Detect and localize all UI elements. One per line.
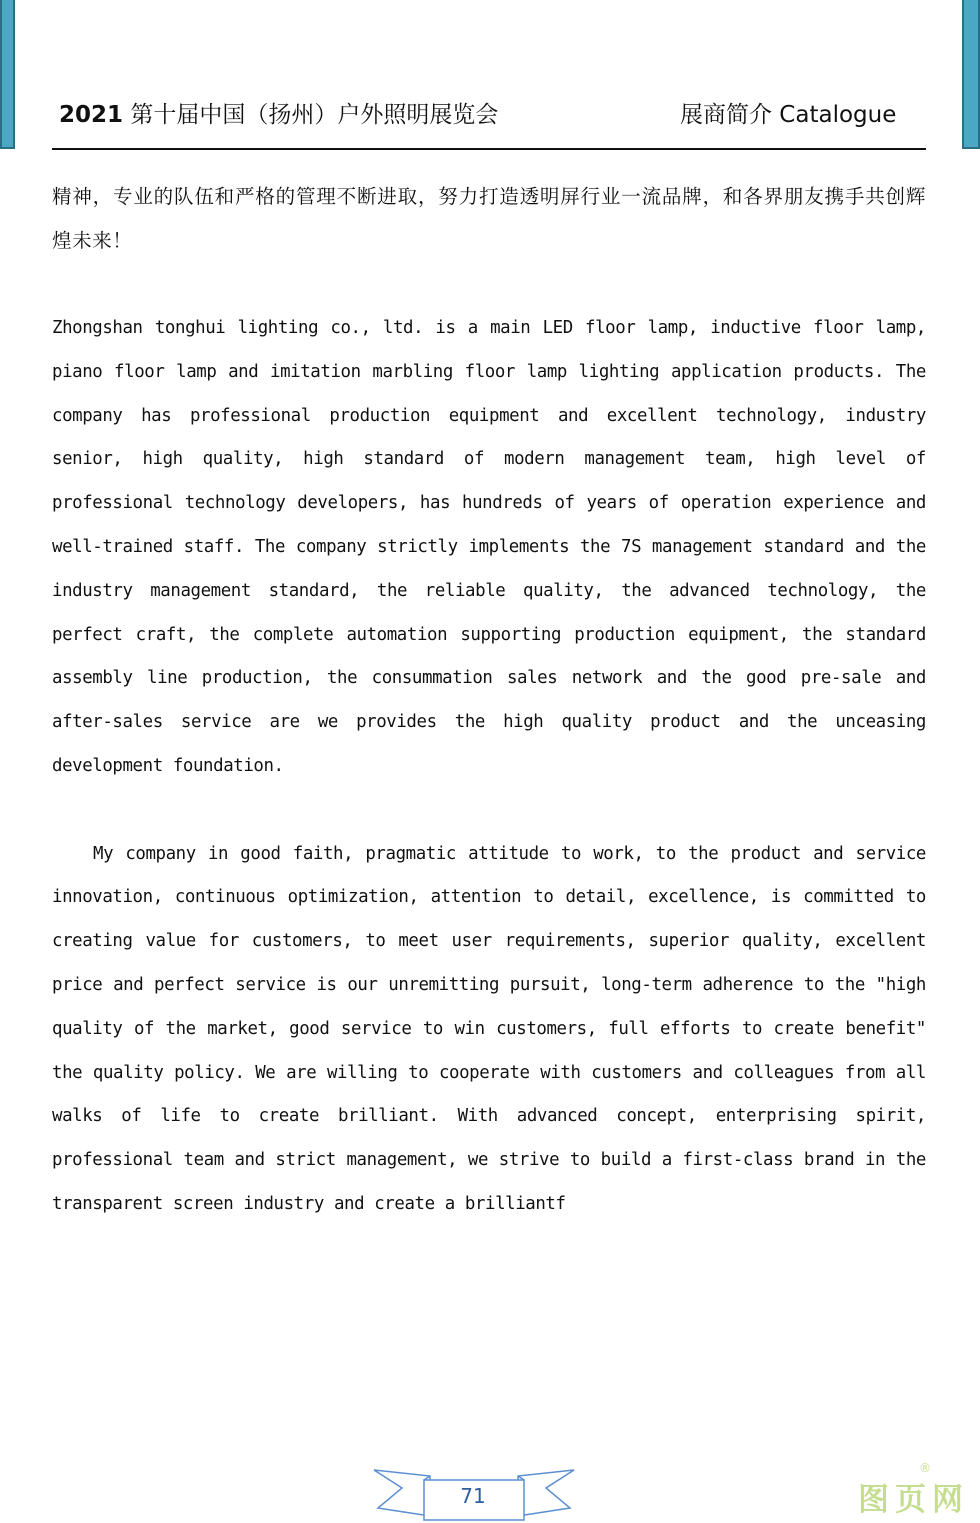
page-number: 71 — [460, 1484, 486, 1508]
header-divider — [52, 148, 926, 150]
header-title — [59, 100, 498, 130]
ribbon-right-tail — [518, 1470, 574, 1516]
header-section-label: 展商简介 Catalogue — [680, 102, 897, 128]
chinese-continuation-paragraph: 精神，专业的队伍和严格的管理不断进取，努力打造透明屏行业一流品牌，和各界朋友携手共创辉煌未来！ — [52, 185, 926, 252]
registered-mark-icon: ® — [919, 1461, 931, 1475]
watermark-logo: 图页网 — [858, 1482, 969, 1518]
left-decorative-bar — [0, 0, 15, 149]
header-exhibition-name: 第十届中国（扬州）户外照明展览会 — [130, 102, 499, 128]
company-philosophy-paragraph: My company in good faith, pragmatic attitude to work, to the product and service innovation, continuous optimization, attention to detail, excellence, is committed to creating value for customers, to meet user requirements, superior quality, excellent price and perfect service is our unremitting pursuit, long-term adherence to the "high quality of the market, good service to win customers, full efforts to create benefit" the quality policy. We are willing to cooperate with customers and colleagues from all walks of life to create brilliant. With advanced concept, enterprising spirit, professional team and strict management, we strive to build a first-class brand in the transparent screen industry and create a brilliantf — [52, 843, 926, 1214]
right-decorative-bar — [962, 0, 980, 149]
header-year: 2021 — [59, 102, 124, 128]
company-intro-paragraph: Zhongshan tonghui lighting co., ltd. is a main LED floor lamp, inductive floor lamp, piano floor lamp and imitation marbling floor lamp lighting application products. The company has professional production equipment and excellent technology, industry senior, high quality, high standard of modern management team, high level of professional technology developers, has hundreds of years of operation experience and well-trained staff. The company strictly implements the 7S management standard and the industry management standard, the reliable quality, the advanced technology, the perfect craft, the complete automation supporting production equipment, the standard assembly line production, the consummation sales network and the good pre-sale and after-sales service are we provides the high quality product and the unceasing development foundation. — [52, 318, 926, 776]
english-body — [52, 307, 926, 1227]
ribbon-left-tail — [374, 1470, 430, 1516]
